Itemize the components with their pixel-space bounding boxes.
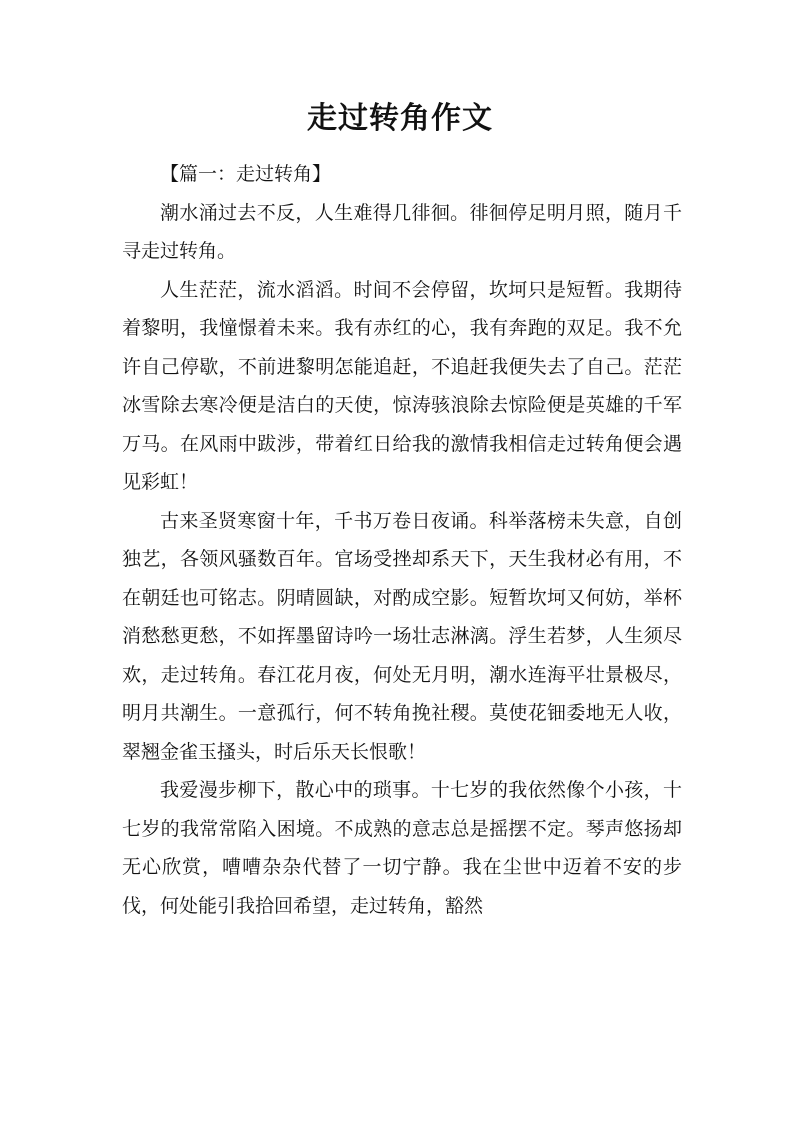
paragraph-2: 人生茫茫，流水滔滔。时间不会停留，坎坷只是短暂。我期待着黎明，我憧憬着未来。我有赤红的心，我有奔跑的双足。我不允许自己停歇，不前进黎明怎能追赶，不追赶我便失去了自己。茫茫冰雪除去寒冷便是洁白的天使，惊涛骇浪除去惊险便是英雄的千军万马。在风雨中跋涉，带着红日给我的激情我相信走过转角便会遇见彩虹！ (122, 278, 682, 493)
paragraph-3: 古来圣贤寒窗十年，千书万卷日夜诵。科举落榜未失意，自创独艺，各领风骚数百年。官场受挫却系天下，天生我材必有用，不在朝廷也可铭志。阴晴圆缺，对酌成空影。短暂坎坷又何妨，举杯消愁愁更愁，不如挥墨留诗吟一场壮志淋漓。浮生若梦，人生须尽欢，走过转角。春江花月夜，何处无月明，潮水连海平壮景极尽，明月共潮生。一意孤行，何不转角挽社稷。莫使花钿委地无人收，翠翘金雀玉搔头，时后乐天长恨歌！ (122, 509, 682, 763)
section-heading: 【篇一：走过转角】 (160, 163, 332, 185)
page-title: 走过转角作文 (307, 101, 493, 136)
paragraph-1: 潮水涌过去不反，人生难得几徘徊。徘徊停足明月照，随月千寻走过转角。 (122, 201, 682, 262)
paragraph-4: 我爱漫步柳下，散心中的琐事。十七岁的我依然像个小孩，十七岁的我常常陷入困境。不成熟的意志总是摇摆不定。琴声悠扬却无心欣赏，嘈嘈杂杂代替了一切宁静。我在尘世中迈着不安的步伐，何处能引我拾回希望，走过转角，豁然 (122, 779, 682, 917)
article-body (122, 155, 682, 925)
